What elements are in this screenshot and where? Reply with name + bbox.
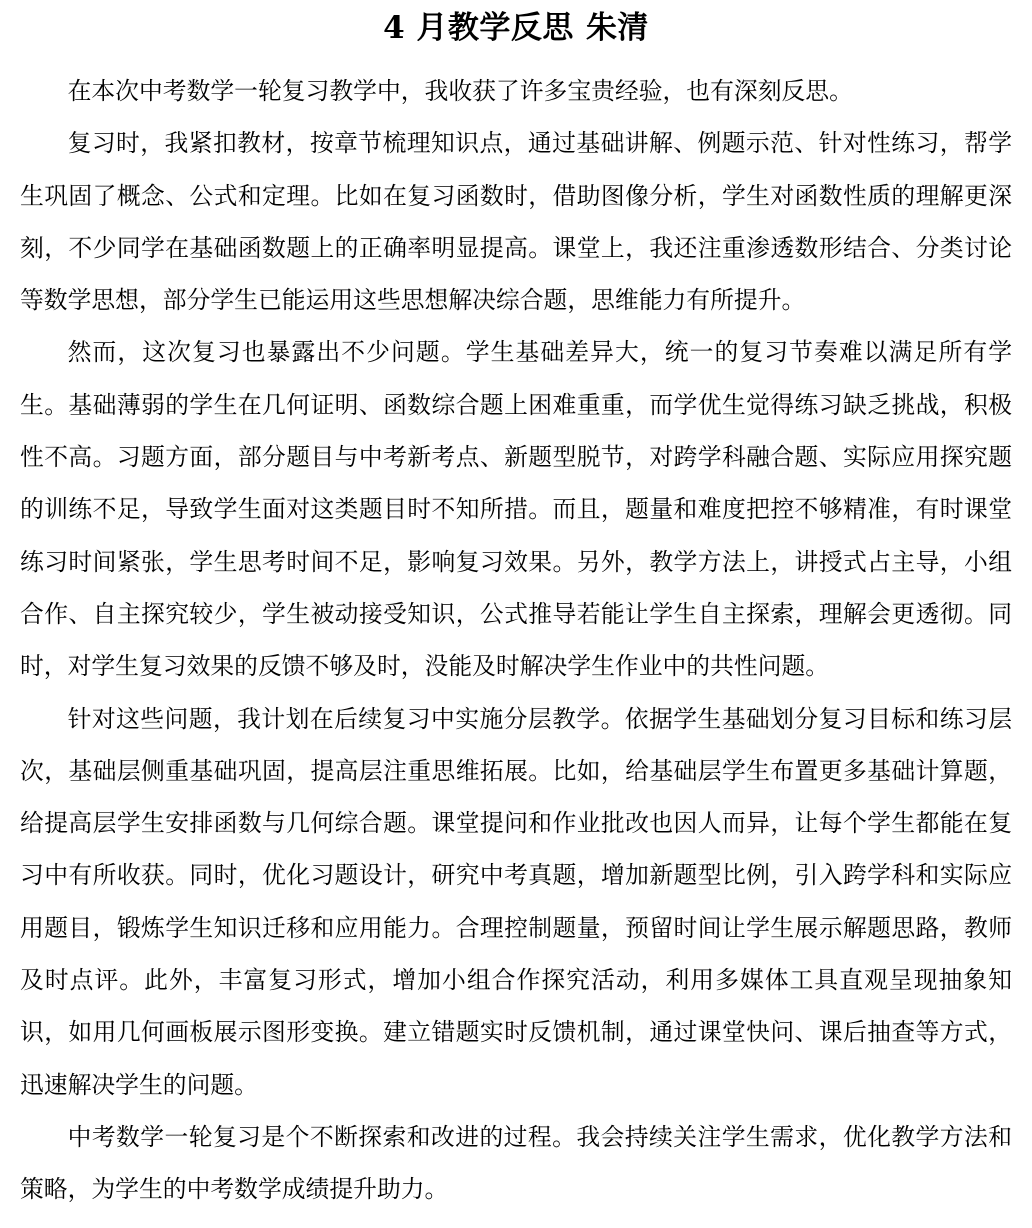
paragraph-conclusion: 中考数学一轮复习是个不断探索和改进的过程。我会持续关注学生需求，优化教学方法和策略，为学生的中考数学成绩提升助力。 [20, 1122, 1012, 1204]
title-month-topic: 4 月教学反思 [383, 10, 574, 46]
paragraph-improvements: 针对这些问题，我计划在后续复习中实施分层教学。依据学生基础划分复习目标和练习层次，基础层侧重基础巩固，提高层注重思维拓展。比如，给基础层学生布置更多基础计算题，给提高层学生安排函数与几何综合题。课堂提问和作业批改也因人而异，让每个学生都能在复习中有所收获。同时，优化习题设计，研究中考真题，增加新题型比例，引入跨学科和实际应用题目，锻炼学生知识迁移和应用能力。合理控制题量，预留时间让学生展示解题思路，教师及时点评。此外，丰富复习形式，增加小组合作探究活动，利用多媒体工具直观呈现抽象知识，如用几何画板展示图形变换。建立错题实时反馈机制，通过课堂快问、课后抽查等方式，迅速解决学生的问题。 [20, 704, 1012, 1099]
document-title [20, 6, 1012, 50]
title-author: 朱清 [585, 10, 649, 46]
paragraph-achievements: 复习时，我紧扣教材，按章节梳理知识点，通过基础讲解、例题示范、针对性练习，帮学生巩固了概念、公式和定理。比如在复习函数时，借助图像分析，学生对函数性质的理解更深刻，不少同学在基础函数题上的正确率明显提高。课堂上，我还注重渗透数形结合、分类讨论等数学思想，部分学生已能运用这些思想解决综合题，思维能力有所提升。 [20, 129, 1012, 315]
paragraph-intro: 在本次中考数学一轮复习教学中，我收获了许多宝贵经验，也有深刻反思。 [67, 77, 853, 105]
paragraph-problems: 然而，这次复习也暴露出不少问题。学生基础差异大，统一的复习节奏难以满足所有学生。基础薄弱的学生在几何证明、函数综合题上困难重重，而学优生觉得练习缺乏挑战，积极性不高。习题方面，部分题目与中考新考点、新题型脱节，对跨学科融合题、实际应用探究题的训练不足，导致学生面对这类题目时不知所措。而且，题量和难度把控不够精准，有时课堂练习时间紧张，学生思考时间不足，影响复习效果。另外，教学方法上，讲授式占主导，小组合作、自主探究较少，学生被动接受知识，公式推导若能让学生自主探索，理解会更透彻。同时，对学生复习效果的反馈不够及时，没能及时解决学生作业中的共性问题。 [20, 338, 1012, 681]
